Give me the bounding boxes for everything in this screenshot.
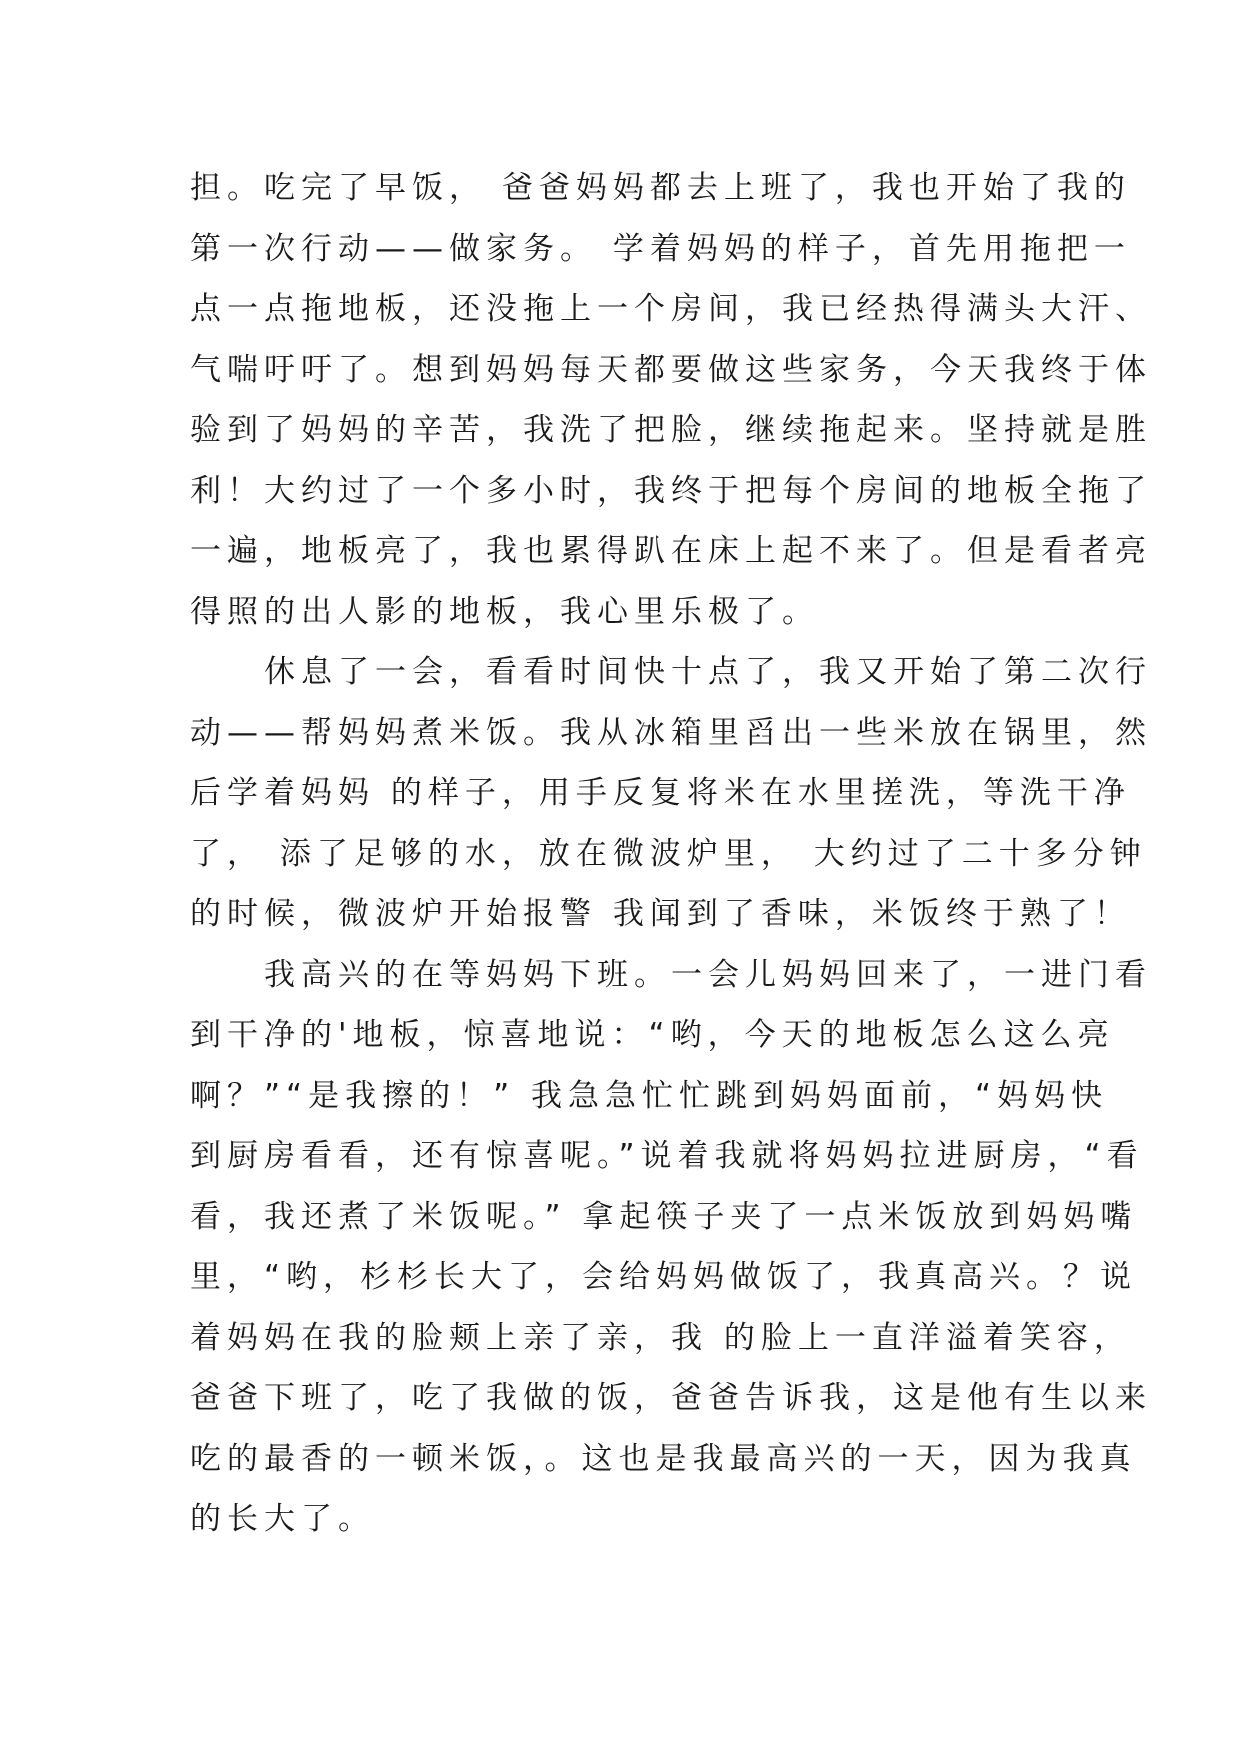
text-line: 我高兴的在等妈妈下班。一会儿妈妈回来了，一进门看 [190, 956, 1152, 993]
text-line: 点一点拖地板，还没拖上一个房间，我已经热得满头大汗、 [190, 291, 1152, 327]
text-line: 的长大了。 [190, 1501, 375, 1537]
text-line: 着妈妈在我的脸颊上亲了亲，我 的脸上一直洋溢着笑容， [190, 1319, 1131, 1356]
text-line: 到厨房看看，还有惊喜呢。”说着我就将妈妈拉进厨房，“看 [190, 1138, 1144, 1174]
text-line: 担。吃完了早饭， 爸爸妈妈都去上班了，我也开始了我的 [190, 170, 1131, 206]
text-line: 啊？”“是我擦的！” 我急急忙忙跳到妈妈面前，“妈妈快 [190, 1077, 1109, 1114]
text-line: 休息了一会，看看时间快十点了，我又开始了第二次行 [190, 654, 1152, 690]
text-line: 利！大约过了一个多小时，我终于把每个房间的地板全拖了 [190, 472, 1152, 509]
text-line: 的时候，微波炉开始报警 我闻到了香味，米饭终于熟了！ [190, 896, 1131, 932]
text-line: 里，“哟，杉杉长大了，会给妈妈做饭了，我真高兴。？说 [190, 1259, 1138, 1295]
document-body-text [190, 158, 1152, 1550]
text-line: 看，我还煮了米饭呢。” 拿起筷子夹了一点米饭放到妈妈嘴 [190, 1198, 1138, 1235]
text-line: 后学着妈妈 的样子，用手反复将米在水里搓洗，等洗干净 [190, 775, 1131, 811]
text-line: 气喘吁吁了。想到妈妈每天都要做这些家务，今天我终于体 [190, 351, 1152, 388]
text-line: 验到了妈妈的辛苦，我洗了把脸，继续拖起来。坚持就是胜 [190, 412, 1152, 448]
text-line: 得照的出人影的地板，我心里乐极了。 [190, 593, 819, 630]
text-line: 第一次行动——做家务。 学着妈妈的样子，首先用拖把一 [190, 230, 1131, 267]
text-line: 爸爸下班了，吃了我做的饭，爸爸告诉我，这是他有生以来 [190, 1380, 1152, 1416]
text-line: 一遍，地板亮了，我也累得趴在床上起不来了。但是看者亮 [190, 533, 1152, 569]
text-line: 到干净的'地板，惊喜地说：“哟，今天的地板怎么这么亮 [190, 1017, 1115, 1053]
text-line: 吃的最香的一顿米饭，。这也是我最高兴的一天，因为我真 [190, 1440, 1137, 1477]
text-line: 动——帮妈妈煮米饭。我从冰箱里舀出一些米放在锅里，然 [190, 714, 1152, 751]
text-line: 了， 添了足够的水，放在微波炉里， 大约过了二十多分钟 [190, 835, 1147, 872]
